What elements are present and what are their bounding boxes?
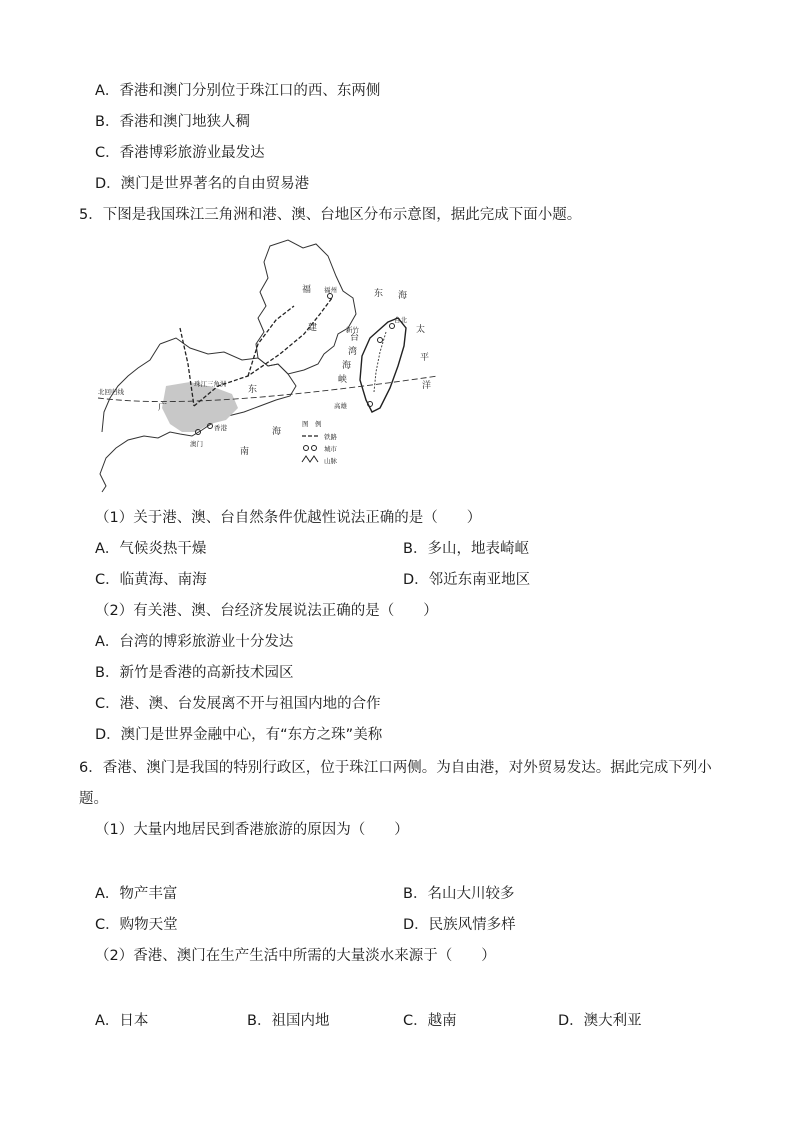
tropic-of-cancer-line — [98, 376, 438, 402]
q4-option-b: B．香港和澳门地狭人稠 — [95, 114, 250, 130]
label-dong: 东 — [374, 289, 384, 299]
pearl-river-delta-map — [98, 236, 438, 494]
label-gaoxiong: 高雄 — [334, 402, 347, 410]
city-fuzhou — [328, 294, 333, 299]
label-tai-1: 太 — [416, 325, 426, 335]
q5-sub1-stem: （1）关于港、澳、台自然条件优越性说法正确的是（ ） — [95, 510, 482, 526]
q5-sub1-option-b: B．多山，地表崎岖 — [403, 541, 529, 557]
label-prd: 珠江三角洲 — [194, 380, 227, 388]
q4-option-a: A．香港和澳门分别位于珠江口的西、东两侧 — [95, 83, 381, 99]
legend-city: 城市 — [324, 445, 337, 453]
q6-sub1-option-c: C．购物天堂 — [95, 917, 178, 933]
legend-city-symbol-2 — [312, 446, 317, 451]
q6-sub1-option-d: D．民族风情多样 — [403, 917, 516, 933]
label-taiwan-4: 峡 — [338, 375, 348, 385]
legend-city-symbol-1 — [304, 446, 309, 451]
q4-option-c: C．香港博彩旅游业最发达 — [95, 145, 265, 161]
q6-sub1-option-a: A．物产丰富 — [95, 886, 178, 902]
legend-mountain-symbol — [302, 456, 318, 462]
legend-rail: 铁路 — [324, 433, 337, 441]
label-hai-east: 海 — [398, 291, 408, 301]
q5-sub2-option-a: A．台湾的博彩旅游业十分发达 — [95, 634, 294, 650]
q4-option-d: D．澳门是世界著名的自由贸易港 — [95, 176, 310, 192]
fujian-outline — [256, 240, 356, 374]
q6-sub1-stem: （1）大量内地居民到香港旅游的原因为（ ） — [95, 822, 409, 838]
city-taibei — [390, 324, 395, 329]
label-nan: 南 — [240, 447, 250, 457]
label-fujian-1: 福 — [302, 285, 312, 295]
label-guangdong-dong: 东 — [248, 385, 258, 395]
q5-sub1-option-d: D．邻近东南亚地区 — [403, 572, 531, 588]
q6-sub1-option-b: B．名山大川较多 — [403, 886, 515, 902]
label-taiwan-1: 台 — [350, 333, 360, 343]
q5-sub2-option-d: D．澳门是世界金融中心，有“东方之珠”美称 — [95, 727, 383, 743]
legend-title: 图 例 — [302, 420, 322, 428]
label-taiwan-3: 海 — [342, 361, 352, 371]
map-legend — [302, 419, 338, 465]
q6-stem-line1: 6．香港、澳门是我国的特别行政区，位于珠江口两侧。为自由港，对外贸易发达。据此完成下列小 — [79, 760, 712, 776]
q6-sub2-option-c: C．越南 — [403, 1013, 457, 1029]
label-fuzhou: 福州 — [324, 286, 337, 294]
q5-sub2-stem: （2）有关港、澳、台经济发展说法正确的是（ ） — [95, 603, 438, 619]
label-guang: 广 — [158, 403, 168, 413]
q5-stem: 5．下图是我国珠江三角洲和港、澳、台地区分布示意图，据此完成下面小题。 — [79, 207, 582, 223]
q6-sub2-option-a: A．日本 — [95, 1013, 149, 1029]
q6-stem-line2: 题。 — [79, 791, 108, 807]
city-xinzhu — [378, 338, 383, 343]
label-tropic: 北回归线 — [98, 388, 124, 396]
label-taiwan-2: 湾 — [348, 347, 358, 357]
taiwan-outline — [360, 318, 406, 412]
label-tai-2: 平 — [420, 353, 430, 363]
label-hai-south: 海 — [272, 427, 282, 437]
label-tai-3: 洋 — [422, 381, 432, 391]
q5-sub2-option-b: B．新竹是香港的高新技术园区 — [95, 665, 294, 681]
label-fujian-2: 建 — [308, 323, 318, 333]
label-aomen: 澳门 — [190, 440, 203, 448]
label-xianggang: 香港 — [214, 424, 227, 432]
q5-sub1-option-c: C．临黄海、南海 — [95, 572, 207, 588]
label-xinzhu: 新竹 — [346, 326, 359, 334]
taiwan-mountain-range — [374, 332, 386, 392]
legend-mountain: 山脉 — [324, 457, 337, 465]
label-taibei: 台北 — [394, 316, 407, 324]
q6-sub2-stem: （2）香港、澳门在生产生活中所需的大量淡水来源于（ ） — [95, 948, 496, 964]
q6-sub2-option-d: D．澳大利亚 — [558, 1013, 642, 1029]
q5-sub2-option-c: C．港、澳、台发展离不开与祖国内地的合作 — [95, 696, 381, 712]
q6-sub2-option-b: B．祖国内地 — [247, 1013, 330, 1029]
q5-sub1-option-a: A．气候炎热干燥 — [95, 541, 207, 557]
